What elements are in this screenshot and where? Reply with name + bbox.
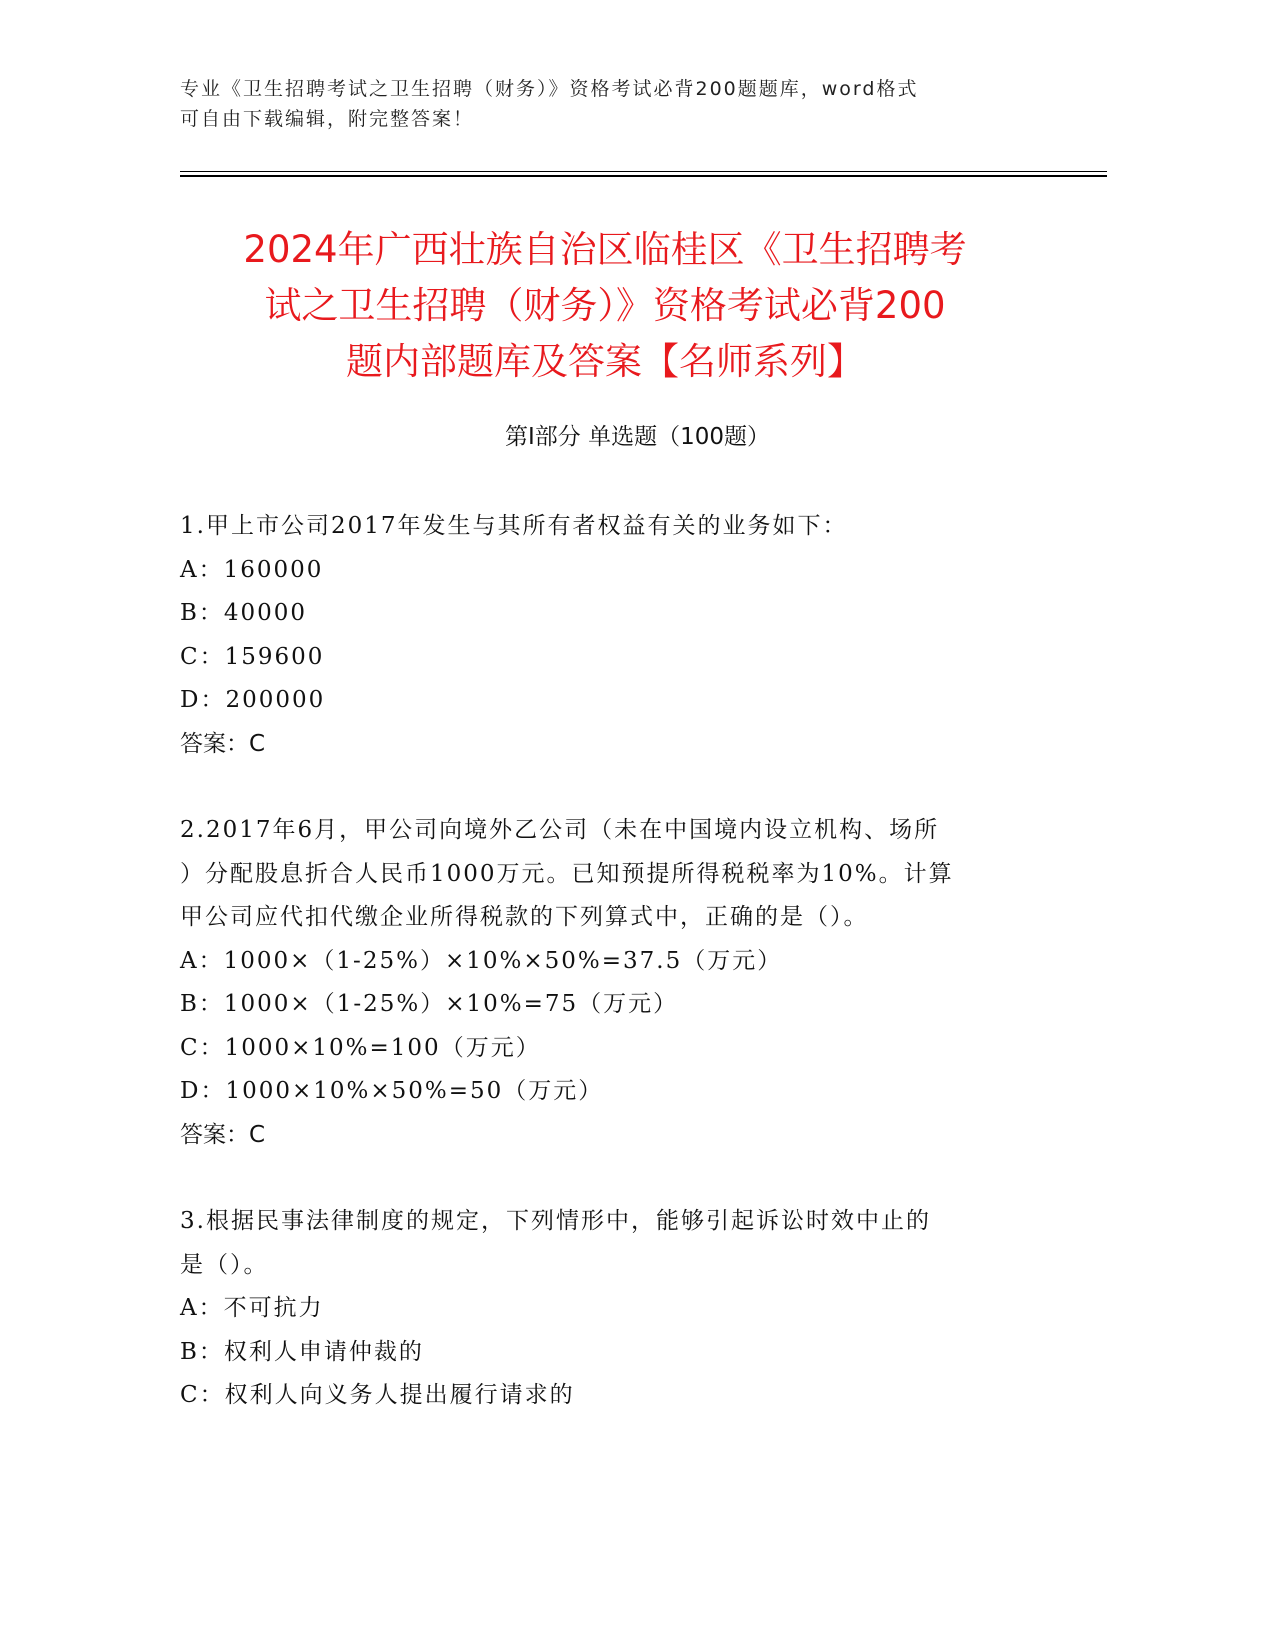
option-c: C：1000×10%=100（万元）: [180, 1034, 541, 1061]
question-item: [180, 809, 1030, 1157]
header-line-1: 专业《卫生招聘考试之卫生招聘（财务）》资格考试必背200题题库，word格式: [180, 78, 919, 100]
option-a: A：不可抗力: [180, 1295, 324, 1321]
option-c: C：159600: [180, 643, 325, 670]
document-title: [170, 222, 1040, 390]
question-text: 甲公司应代扣代缴企业所得税款的下列算式中，正确的是（）。: [180, 904, 869, 930]
question-text: ）分配股息折合人民币1000万元。已知预提所得税税率为10%。计算: [180, 860, 954, 887]
document-header: [180, 74, 1030, 134]
question-text: 3.根据民事法律制度的规定，下列情形中，能够引起诉讼时效中止的: [180, 1208, 931, 1234]
answer-text: 答案：C: [180, 1121, 266, 1148]
option-c: C：权利人向义务人提出履行请求的: [180, 1382, 575, 1408]
title-line-2: 试之卫生招聘（财务）》资格考试必背200: [264, 284, 946, 327]
answer-text: 答案：C: [180, 730, 266, 757]
title-line-1: 2024年广西壮族自治区临桂区《卫生招聘考: [243, 228, 967, 271]
option-d: D：200000: [180, 687, 326, 713]
option-b: B：40000: [180, 600, 308, 626]
question-text: 是（）。: [180, 1251, 269, 1278]
header-divider-thick: [180, 175, 1107, 177]
option-b: B：权利人申请仲裁的: [180, 1338, 424, 1365]
title-line-3: 题内部题库及答案【名师系列】: [346, 340, 864, 383]
option-a: A：160000: [180, 556, 324, 583]
question-item: [180, 1200, 1030, 1418]
header-line-2: 可自由下载编辑，附完整答案！: [180, 108, 475, 130]
question-item: [180, 505, 1030, 766]
question-list: [180, 505, 1030, 1461]
option-b: B：1000×（1-25%）×10%=75（万元）: [180, 991, 679, 1017]
option-a: A：1000×（1-25%）×10%×50%=37.5（万元）: [180, 947, 783, 974]
section-title: 第I部分 单选题（100题）: [505, 424, 770, 450]
question-text: 1.甲上市公司2017年发生与其所有者权益有关的业务如下：: [180, 513, 848, 539]
header-divider-thin: [180, 171, 1107, 172]
question-text: 2.2017年6月，甲公司向境外乙公司（未在中国境内设立机构、场所: [180, 817, 940, 843]
option-d: D：1000×10%×50%=50（万元）: [180, 1078, 604, 1104]
